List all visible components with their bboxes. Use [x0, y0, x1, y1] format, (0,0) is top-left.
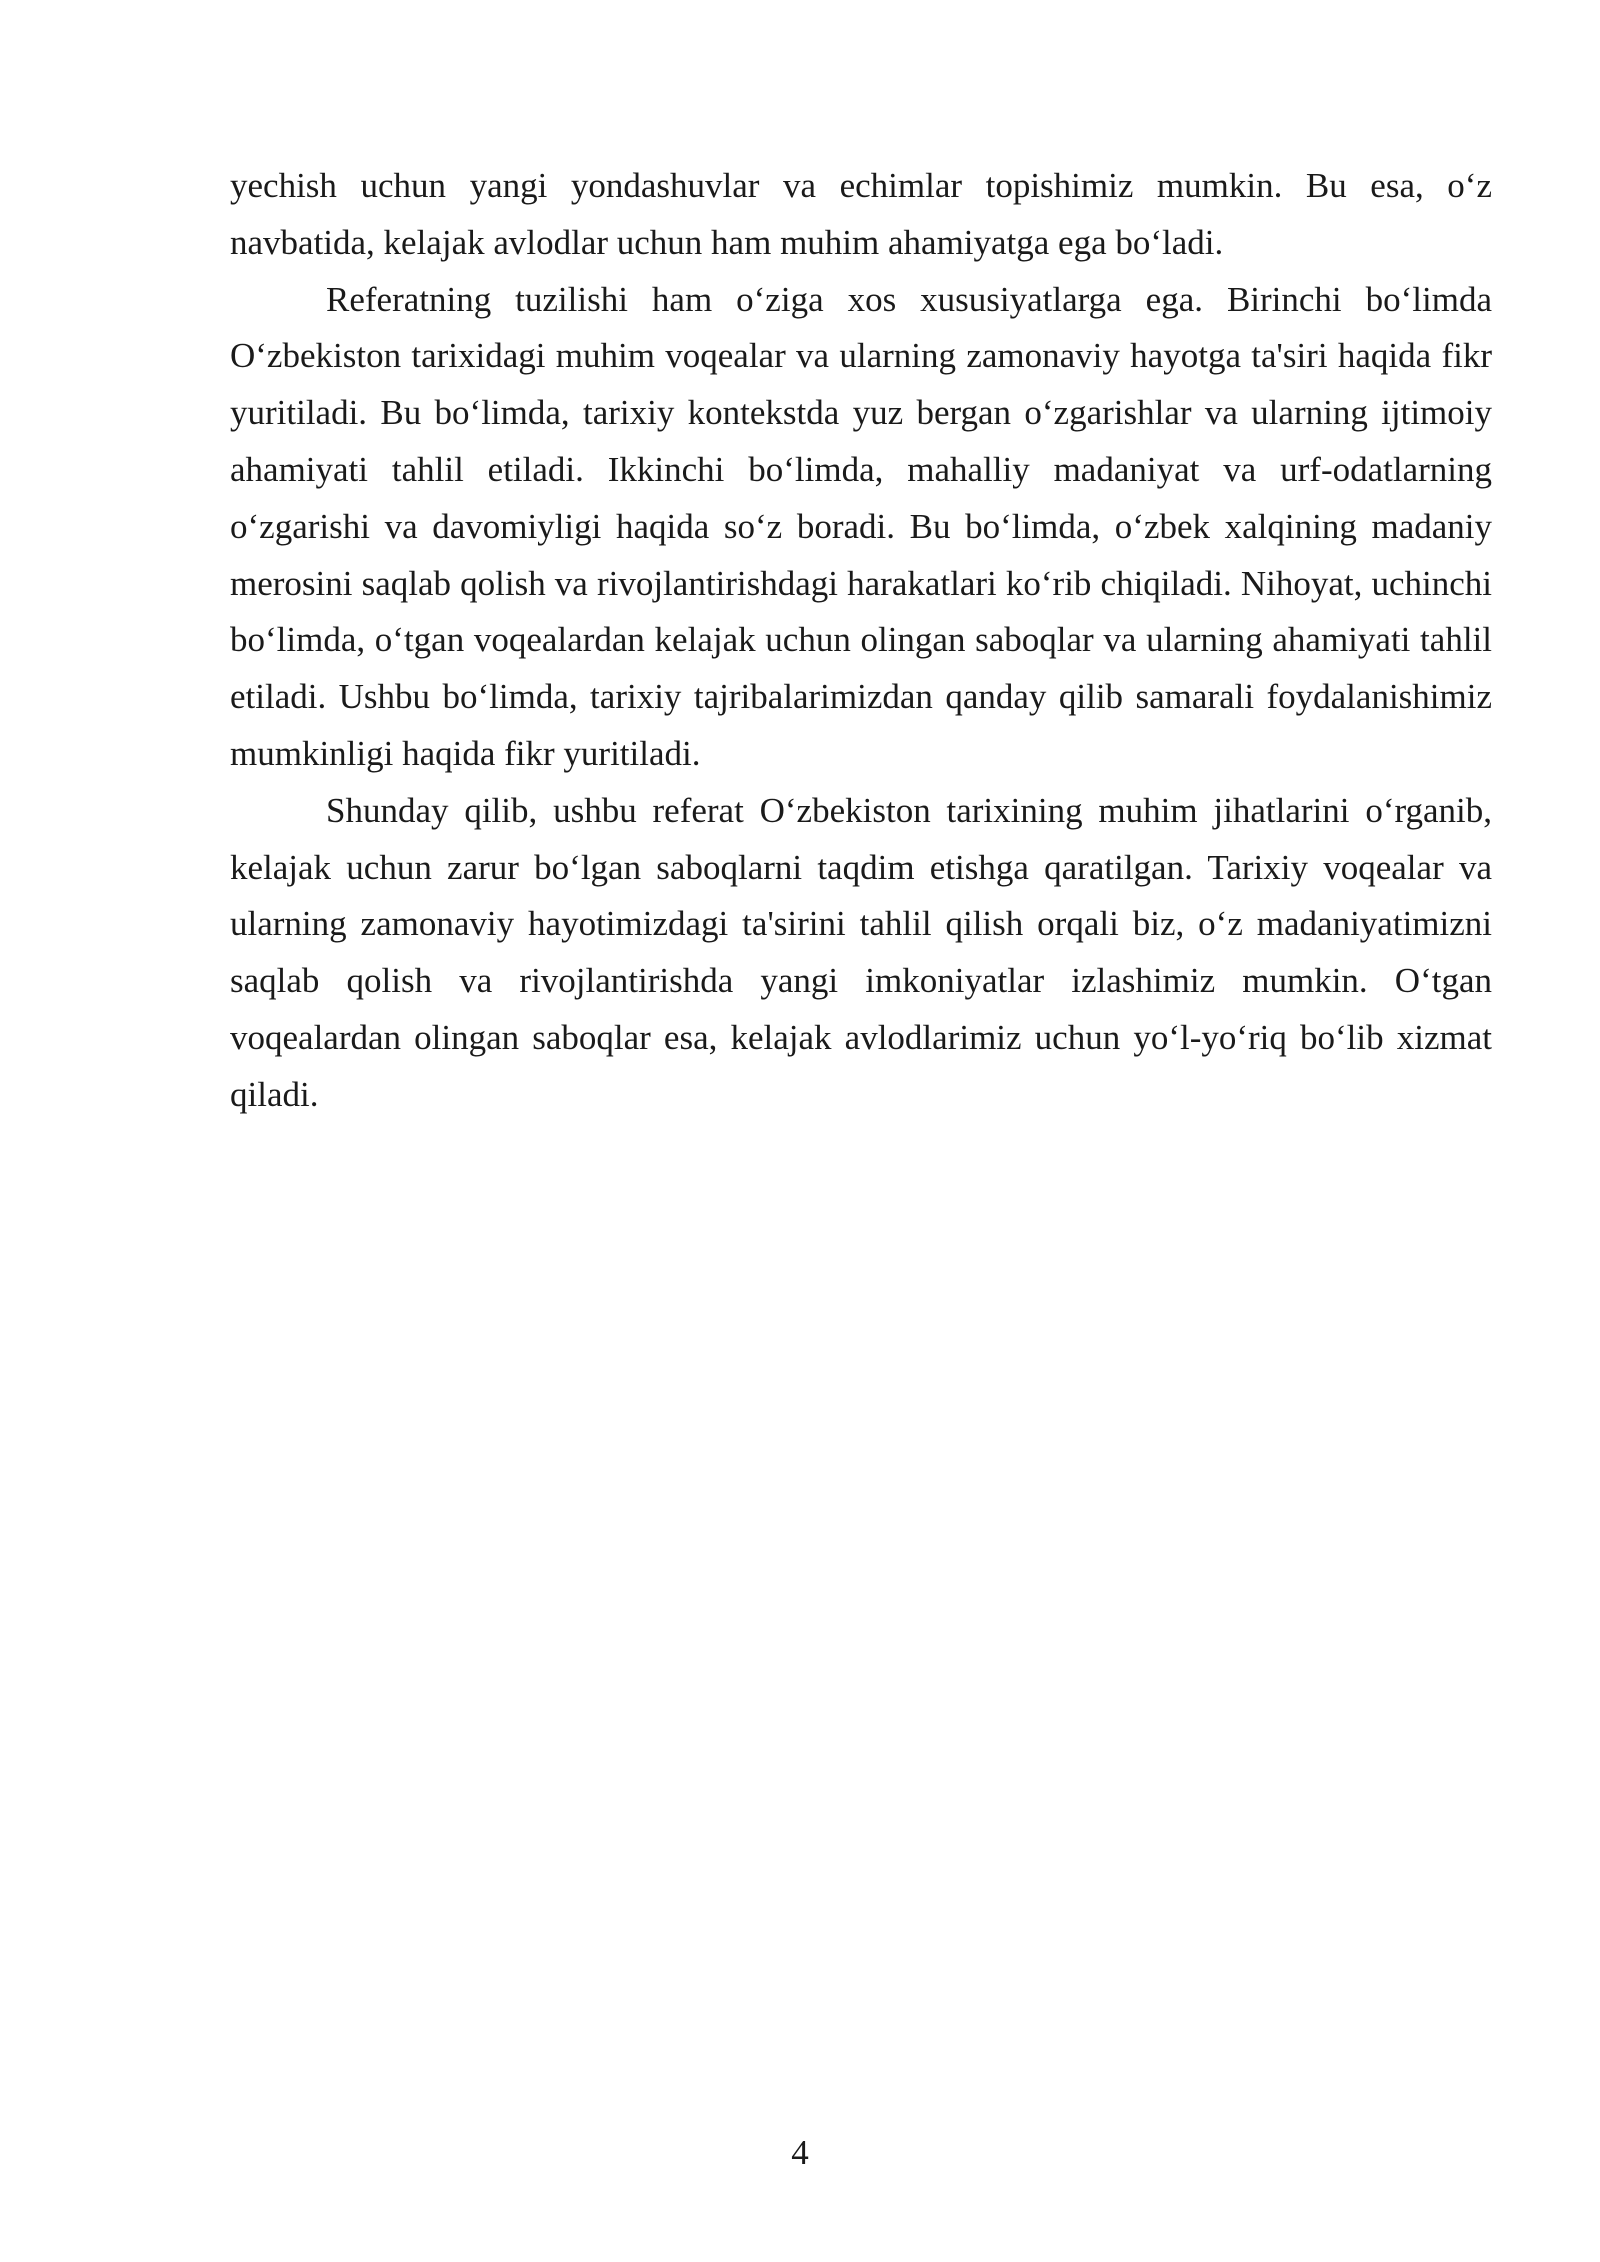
- paragraph-continued: yechish uchun yangi yondashuvlar va echimlar topishimiz mumkin. Bu esa, o‘z navbatida, kelajak avlodlar uchun ham muhim ahamiyatga ega bo‘ladi.: [230, 166, 1492, 262]
- body-text: [230, 158, 1492, 1124]
- paragraph-structure: Referatning tuzilishi ham o‘ziga xos xususiyatlarga ega. Birinchi bo‘limda O‘zbekiston tarixidagi muhim voqealar va ularning zamonaviy hayotga ta'siri haqida fikr yuritiladi. Bu bo‘limda, tarixiy kontekstda yuz bergan o‘zgarishlar va ularning ijtimoiy ahamiyati tahlil etiladi. Ikkinchi bo‘limda, mahalliy madaniyat va urf-odatlarning o‘zgarishi va davomiyligi haqida so‘z boradi. Bu bo‘limda, o‘zbek xalqining madaniy merosini saqlab qolish va rivojlantirishdagi harakatlari ko‘rib chiqiladi. Nihoyat, uchinchi bo‘limda, o‘tgan voqealardan kelajak uchun olingan saboqlar va ularning ahamiyati tahlil etiladi. Ushbu bo‘limda, tarixiy tajribalarimizdan qanday qilib samarali foydalanishimiz mumkinligi haqida fikr yuritiladi.: [230, 279, 1492, 773]
- page-number: 4: [791, 2133, 809, 2172]
- paragraph-conclusion: Shunday qilib, ushbu referat O‘zbekiston tarixining muhim jihatlarini o‘rganib, kelajak uchun zarur bo‘lgan saboqlarni taqdim etishga qaratilgan. Tarixiy voqealar va ularning zamonaviy hayotimizdagi ta'sirini tahlil qilish orqali biz, o‘z madaniyatimizni saqlab qolish va rivojlantirishda yangi imkoniyatlar izlashimiz mumkin. O‘tgan voqealardan olingan saboqlar esa, kelajak avlodlarimiz uchun yo‘l-yo‘riq bo‘lib xizmat qiladi.: [230, 790, 1492, 1114]
